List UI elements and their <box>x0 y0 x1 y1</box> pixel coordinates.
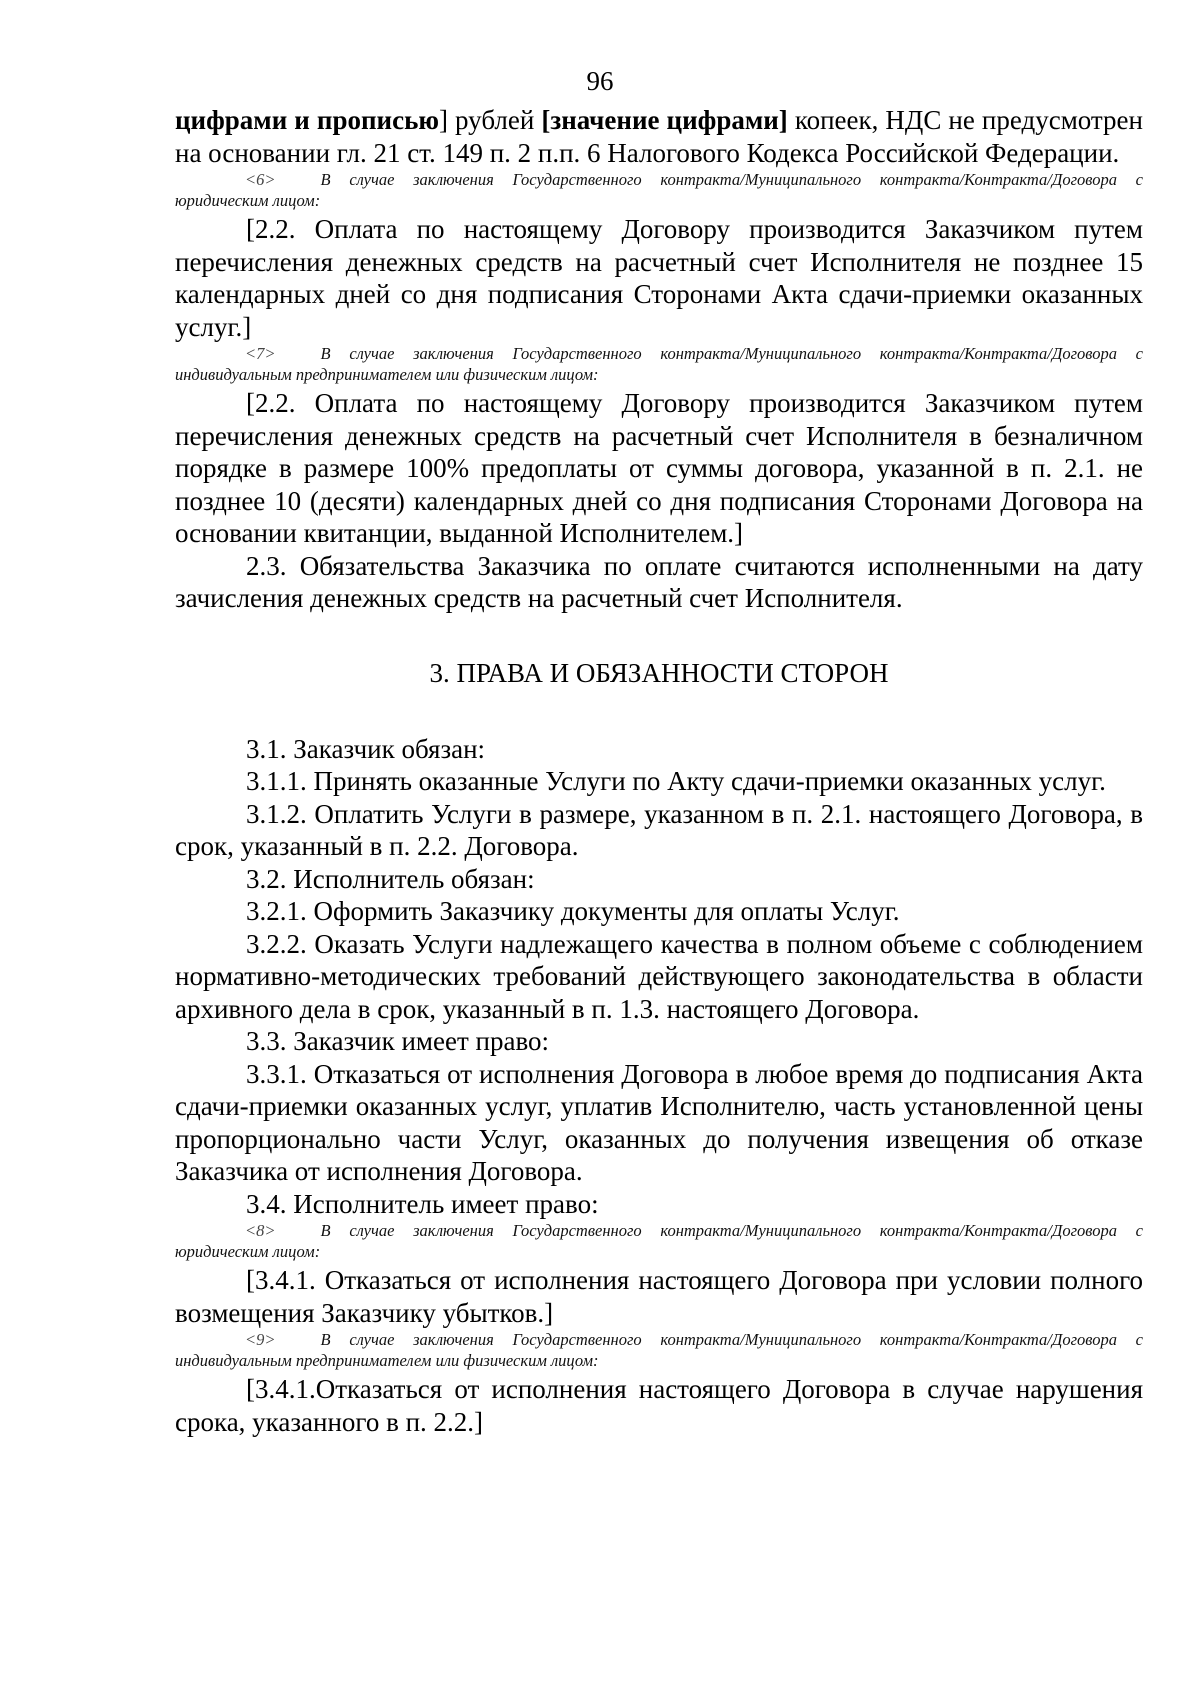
footnote-text: В случае заключения Государственного контракта/Муниципального контракта/Контракта/Договора с юридическим лицом: <box>175 170 1143 210</box>
footnote-text: В случае заключения Государственного контракта/Муниципального контракта/Контракта/Договора с юридическим лицом: <box>175 1221 1143 1261</box>
paragraph-3-2-2: 3.2.2. Оказать Услуги надлежащего качества в полном объеме с соблюдением нормативно-методических требований действующего законодательства в области архивного дела в срок, указанный в п. 1.3. настоящего Договора. <box>175 928 1143 1024</box>
bold-placeholder-words: цифрами и прописью <box>175 105 439 135</box>
paragraph-3-3-1: 3.3.1. Отказаться от исполнения Договора в любое время до подписания Акта сдачи-приемки оказанных услуг, уплатив Исполнителю, часть установленной цены пропорционально части Услуг, оказанных до получения извещения об отказе Заказчика от исполнения Договора. <box>175 1058 1143 1186</box>
paragraph-3-4-1-individual: [3.4.1.Отказаться от исполнения настоящего Договора в случае нарушения срока, указанного в п. 2.2.] <box>175 1374 1143 1437</box>
text-rubles: ] рублей <box>439 105 542 135</box>
paragraph-3-2-1: 3.2.1. Оформить Заказчику документы для оплаты Услуг. <box>246 896 900 926</box>
footnote-8 <box>175 1220 1143 1262</box>
page-number: 96 <box>586 66 614 96</box>
footnote-number: <6> <box>245 170 276 189</box>
section-title: 3. ПРАВА И ОБЯЗАННОСТИ СТОРОН <box>429 657 889 688</box>
paragraph-3-2: 3.2. Исполнитель обязан: <box>246 863 535 894</box>
document-body <box>175 104 1143 1438</box>
footnote-9 <box>175 1329 1143 1371</box>
footnote-7 <box>175 343 1143 385</box>
paragraph-3-1-1: 3.1.1. Принять оказанные Услуги по Акту сдачи-приемки оказанных услуг. <box>246 766 1106 796</box>
footnote-6 <box>175 169 1143 211</box>
bold-placeholder-digits: [значение цифрами] <box>541 105 788 135</box>
paragraph-2-3: 2.3. Обязательства Заказчика по оплате считаются исполненными на дату зачисления денежных средств на расчетный счет Исполнителя. <box>175 550 1143 613</box>
paragraph-3-1: 3.1. Заказчик обязан: <box>246 733 486 764</box>
footnote-text: В случае заключения Государственного контракта/Муниципального контракта/Контракта/Договора с индивидуальным предпринимателем или физическим лицом: <box>175 1330 1143 1370</box>
paragraph-2-2-individual: [2.2. Оплата по настоящему Договору производится Заказчиком путем перечисления денежных средств на расчетный счет Исполнителя в безналичном порядке в размере 100% предоплаты от суммы договора, указанной в п. 2.1. не позднее 10 (десяти) календарных дней со дня подписания Сторонами Договора на основании квитанции, выданной Исполнителем.] <box>175 388 1143 548</box>
text-vat: копеек, НДС не предусмотрен на основании гл. 21 ст. 149 п. 2 п.п. 6 Налогового Кодекса Российской Федерации. <box>175 105 1143 168</box>
paragraph-3-1-2: 3.1.2. Оплатить Услуги в размере, указанном в п. 2.1. настоящего Договора, в срок, указанный в п. 2.2. Договора. <box>175 798 1143 861</box>
paragraph-3-4-1-legal: [3.4.1. Отказаться от исполнения настоящего Договора при условии полного возмещения Заказчику убытков.] <box>175 1265 1143 1328</box>
footnote-text: В случае заключения Государственного контракта/Муниципального контракта/Контракта/Договора с индивидуальным предпринимателем или физическим лицом: <box>175 344 1143 384</box>
paragraph-3-3: 3.3. Заказчик имеет право: <box>246 1026 550 1056</box>
paragraph-3-4: 3.4. Исполнитель имеет право: <box>246 1188 599 1219</box>
footnote-number: <8> <box>245 1221 276 1240</box>
footnote-number: <7> <box>245 344 276 363</box>
paragraph-price <box>175 104 1143 169</box>
paragraph-2-2-legal: [2.2. Оплата по настоящему Договору производится Заказчиком путем перечисления денежных средств на расчетный счет Исполнителя не позднее 15 календарных дней со дня подписания Сторонами Акта сдачи-приемки оказанных услуг.] <box>175 214 1143 342</box>
footnote-number: <9> <box>245 1330 276 1349</box>
